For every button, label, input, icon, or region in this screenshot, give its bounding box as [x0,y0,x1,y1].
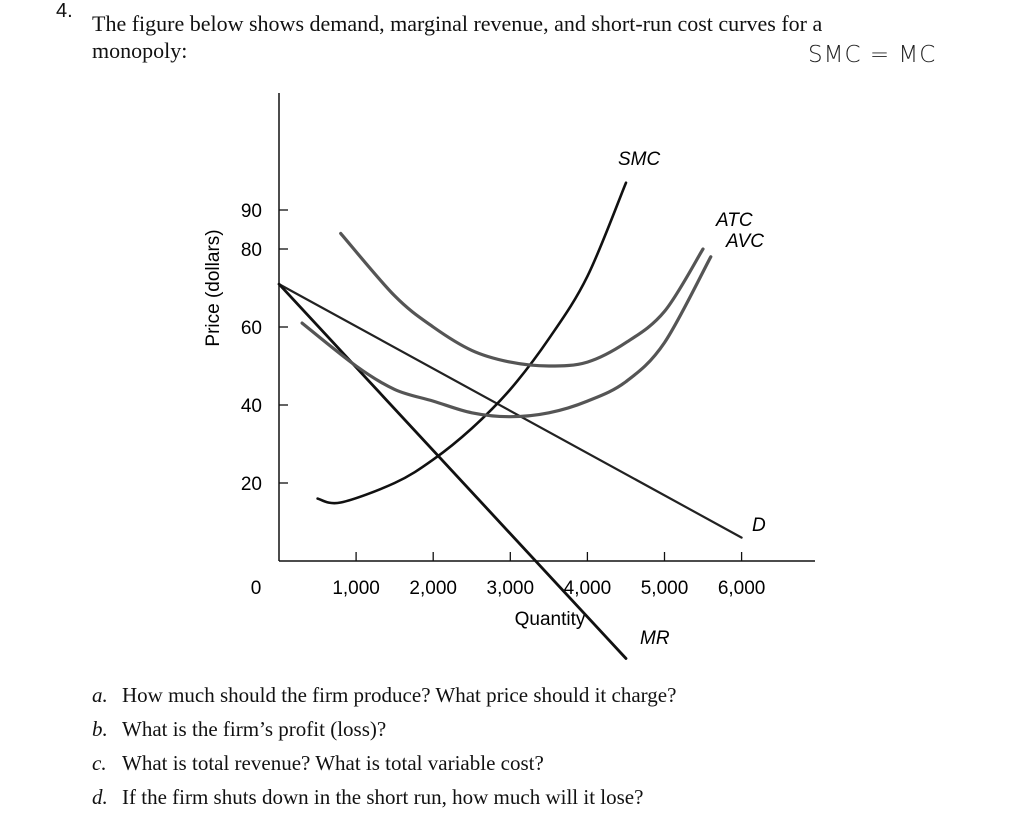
x-axis-label: Quantity [514,609,586,630]
x-tick-label: 2,000 [409,578,457,599]
handwritten-note: SMC = MC [808,42,937,68]
question-b [92,714,676,748]
question-text: If the firm shuts down in the short run, how much will it lose? [122,785,644,809]
question-c [92,748,676,782]
series-line-atc [341,233,703,366]
question-letter: a. [92,683,108,707]
origin-label: 0 [250,578,262,599]
question-letter: b. [92,717,108,741]
series-label-atc: ATC [716,210,753,231]
y-tick-label: 80 [240,240,262,261]
x-tick-label: 4,000 [563,578,612,599]
question-letter: c. [92,751,107,775]
question-list [92,680,676,816]
question-text: What is total revenue? What is total variable cost? [122,751,544,775]
y-axis-label: Price (dollars) [203,229,224,347]
x-tick-label: 1,000 [332,578,380,599]
y-tick-label: 40 [240,396,262,417]
series-label-d: D [752,515,766,536]
x-tick-label: 5,000 [640,578,689,599]
intro-line-2: monopoly: [92,38,188,63]
question-d [92,782,676,816]
question-number: 4. [56,0,73,22]
y-tick-label: 20 [240,474,262,495]
series-label-avc: AVC [726,231,765,252]
series-line-smc [318,183,626,503]
question-a [92,680,676,714]
intro-line-1: The figure below shows demand, marginal revenue, and short-run cost curves for a [92,11,823,36]
question-text: How much should the firm produce? What price should it charge? [122,683,677,707]
series-label-mr: MR [640,628,670,649]
y-tick-label: 60 [240,318,262,339]
y-tick-label: 90 [240,201,262,222]
question-text: What is the firm’s profit (loss)? [122,717,387,741]
question-letter: d. [92,785,108,809]
series-label-smc: SMC [618,149,661,170]
x-tick-label: 6,000 [717,578,766,599]
x-tick-label: 3,000 [486,578,535,599]
